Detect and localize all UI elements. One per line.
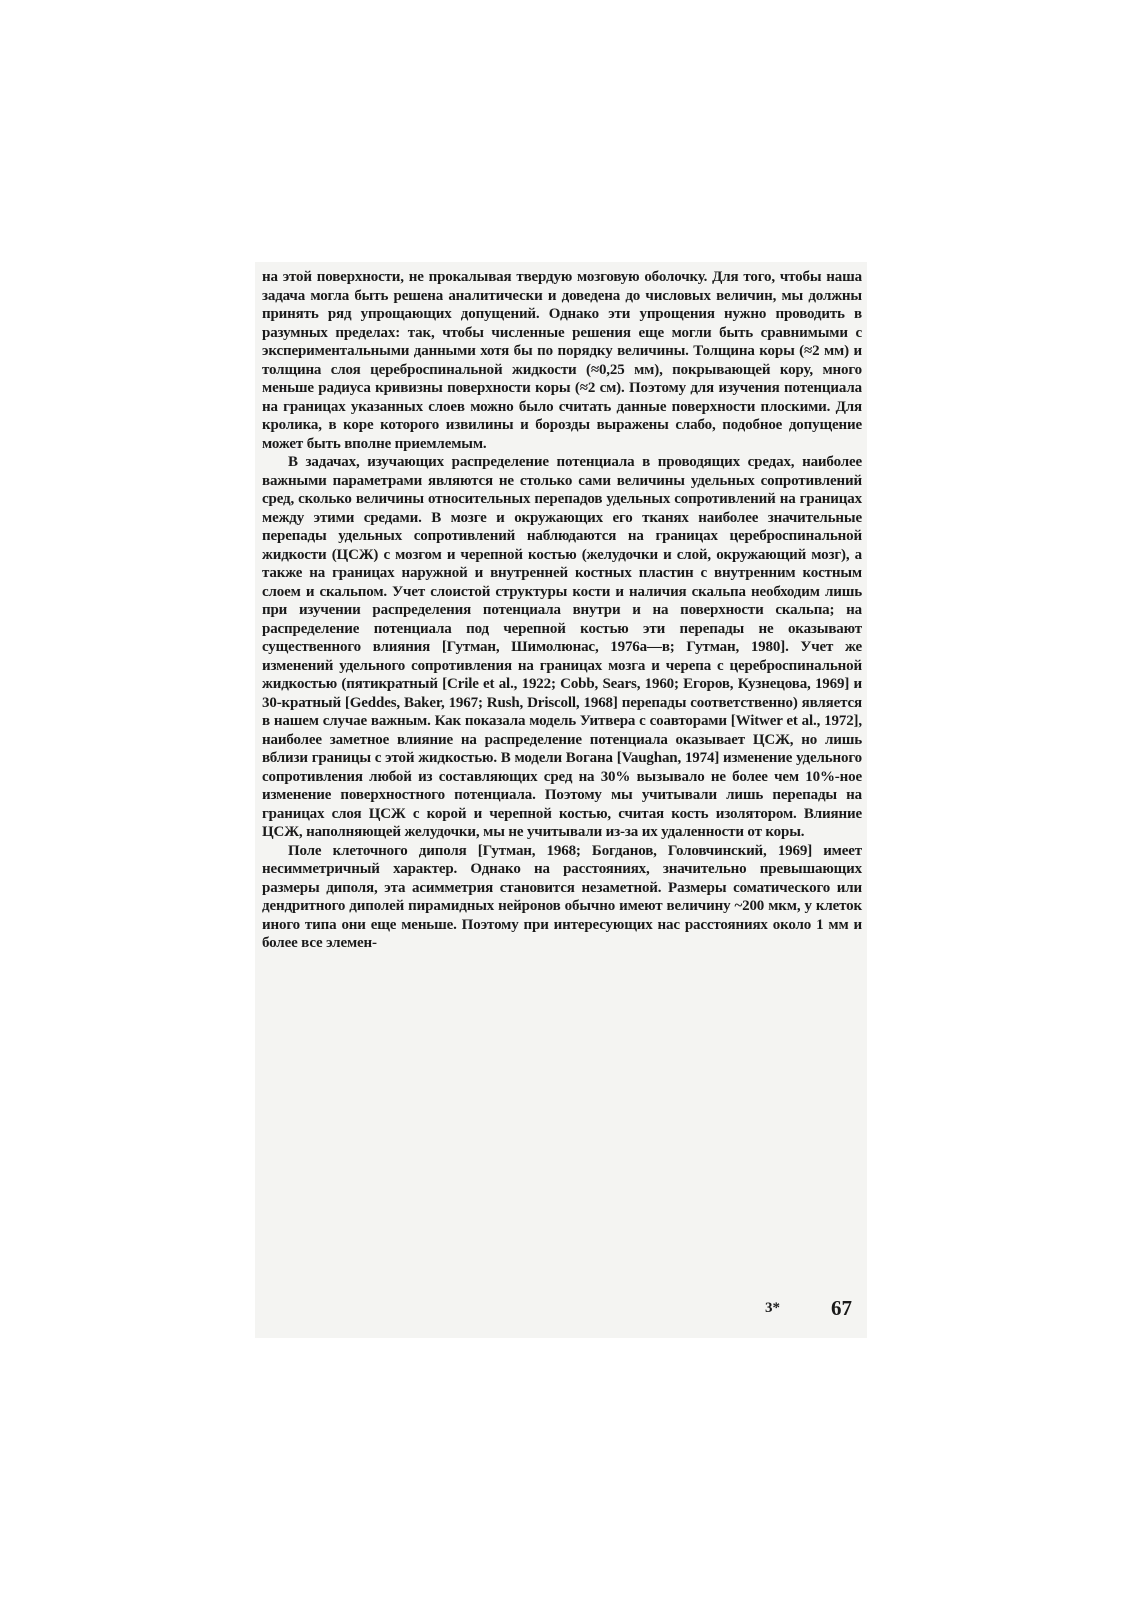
paragraph-2: В задачах, изучающих распределение потенциала в проводящих средах, наиболее важными параметрами являются не столько сами величины удельных сопротивлений сред, сколько величины относительных перепадов удельных сопротивлений на границах между этими средами. В мозге и окружающих его тканях наиболее значительные перепады удельных сопротивлений наблюдаются на границах цереброспинальной жидкости (ЦСЖ) с мозгом и черепной костью (желудочки и слой, окружающий мозг), а также на границах наружной и внутренней костных пластин с внутренним костным слоем и скальпом. Учет слоистой структуры кости и наличия скальпа необходим лишь при изучении распределения потенциала внутри и на поверхности скальпа; на распределение потенциала под черепной костью эти перепады не оказывают существенного влияния [Гутман, Шимолюнас, 1976а—в; Гутман, 1980]. Учет же изменений удельного сопротивления на границах мозга и черепа с цереброспинальной жидкостью (пятикратный [Crile et al., 1922; Cobb, Sears, 1960; Егоров, Кузнецова, 1969] и 30-кратный [Geddes, Baker, 1967; Rush, Driscoll, 1968] перепады соответственно) является в нашем случае важным. Как показала модель Уитвера с соавторами [Witwer et al., 1972], наиболее заметное влияние на распределение потенциала оказывает ЦСЖ, но лишь вблизи границы с этой жидкостью. В модели Вогана [Vaughan, 1974] изменение удельного сопротивления любой из составляющих сред на 30% вызывало не более чем 10%-ное изменение поверхностного потенциала. Поэтому мы учитывали лишь перепады на границах слоя ЦСЖ с корой и черепной костью, считая кость изолятором. Влияние ЦСЖ, наполняющей желудочки, мы не учитывали из-за их удаленности от коры.	[262, 454, 862, 840]
signature-mark: 3*	[765, 1300, 780, 1316]
paragraph-1: на этой поверхности, не прокалывая твердую мозговую оболочку. Для того, чтобы наша задача могла быть решена аналитически и доведена до числовых величин, мы должны принять ряд упрощающих допущений. Однако эти упрощения нужно проводить в разумных пределах: так, чтобы численные решения еще могли быть сравнимыми с экспериментальными данными хотя бы по порядку величины. Толщина коры (≈2 мм) и толщина слоя цереброспинальной жидкости (≈0,25 мм), покрывающей кору, много меньше радиуса кривизны поверхности коры (≈2 см). Поэтому для изучения потенциала на границах указанных слоев можно было считать данные поверхности плоскими. Для кролика, в коре которого извилины и борозды выражены слабо, подобное допущение может быть вполне приемлемым.	[262, 269, 862, 452]
page-number: 67	[831, 1296, 852, 1320]
paragraph-3: Поле клеточного диполя [Гутман, 1968; Богданов, Головчинский, 1969] имеет несимметричный характер. Однако на расстояниях, значительно превышающих размеры диполя, эта асимметрия становится незаметной. Размеры соматического или дендритного диполей пирамидных нейронов обычно имеют величину ~200 мкм, у клеток иного типа они еще меньше. Поэтому при интересующих нас расстояниях около 1 мм и более все элемен-	[262, 842, 862, 951]
page-footer	[262, 1298, 862, 1322]
body-text	[262, 268, 862, 953]
